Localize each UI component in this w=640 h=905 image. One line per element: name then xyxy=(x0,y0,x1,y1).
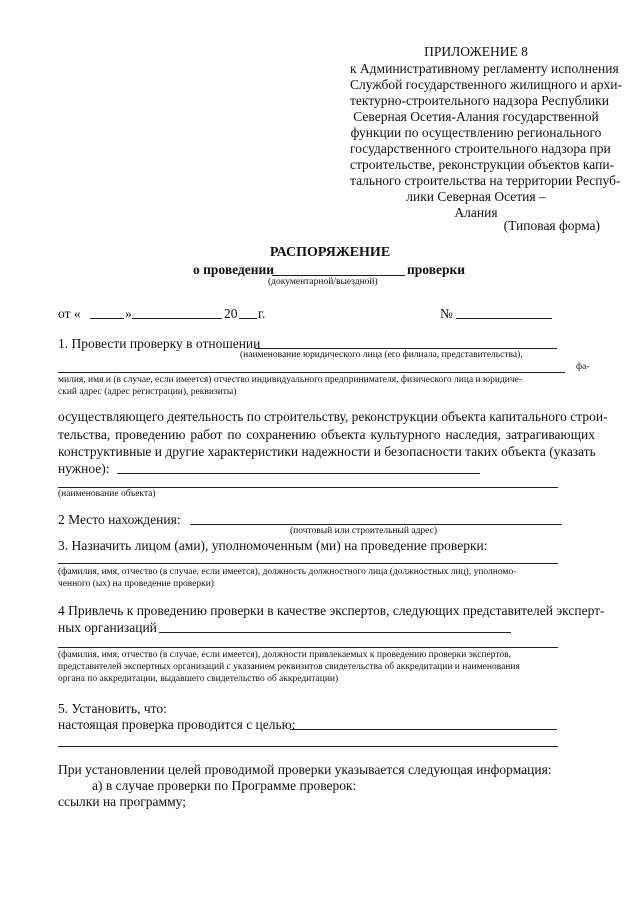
section3-caption: ченного (ых) на проведение проверки) xyxy=(58,579,214,589)
section5-text: настоящая проверка проводится с целью: xyxy=(58,717,296,732)
goals-text: а) в случае проверки по Программе проверок: xyxy=(92,778,357,793)
date-year-suffix: г. xyxy=(258,306,266,321)
experts-field xyxy=(159,632,511,633)
goals-text: ссылки на программу; xyxy=(58,794,186,809)
section5-text: 5. Установить, что: xyxy=(58,701,167,716)
appendix-line: Алания xyxy=(454,205,498,220)
section1-fa: фа- xyxy=(576,362,590,372)
section4-caption: представителей экспертных организаций с указанием реквизитов свидетельства об аккредитации и наименования xyxy=(58,662,520,672)
date-year-prefix: 20 xyxy=(224,306,238,321)
date-year-field xyxy=(239,318,257,319)
appendix-line: к Административному регламенту исполнения xyxy=(350,61,619,76)
address-field xyxy=(190,524,562,525)
section1-caption: (наименование юридического лица (его филиала, представительства), xyxy=(240,350,523,360)
section1-paragraph-line: тельства, проведению работ по сохранению объекта культурного наследия, затрагивающих xyxy=(58,427,595,442)
goals-text: При установлении целей проводимой проверки указывается следующая информация: xyxy=(58,762,552,777)
appendix-line: государственного строительного надзора при xyxy=(350,141,611,156)
document-title: РАСПОРЯЖЕНИЕ xyxy=(269,245,391,260)
heading-suffix: проверки xyxy=(407,262,466,277)
appendix-line: функции по осуществлению регионального xyxy=(350,125,602,140)
section1-text: 1. Провести проверку в отношении xyxy=(58,336,261,351)
object-name-field xyxy=(117,473,480,474)
check-type-caption: (документарной/выездной) xyxy=(268,277,378,287)
section3-text: 3. Назначить лицом (ами), уполномоченным (ми) на проведение проверки: xyxy=(58,538,488,553)
section1-caption: ский адрес (адрес регистрации), реквизиты) xyxy=(58,387,237,397)
appendix-title: ПРИЛОЖЕНИЕ 8 xyxy=(424,44,528,59)
appendix-line: лики Северная Осетия – xyxy=(406,189,546,204)
section4-text: ных организаций xyxy=(58,620,157,635)
purpose-field-2 xyxy=(58,746,558,747)
heading-prefix: о проведении xyxy=(193,262,275,277)
section2-text: 2 Место нахождения: xyxy=(58,512,181,527)
appendix-line: тектурно-строительного надзора Республики xyxy=(350,93,609,108)
appendix-line: строительстве, реконструкции объектов капи- xyxy=(350,157,615,172)
inspected-entity-field xyxy=(255,348,557,349)
date-quote: » xyxy=(125,306,132,321)
section1-paragraph-line: конструктивные и другие характеристики надежности и безопасности таких объекта (указать xyxy=(58,444,596,459)
section4-caption: органа по аккредитации, выдавшего свидетельство об аккредитации) xyxy=(58,674,339,684)
date-from-label: от « xyxy=(58,306,81,321)
object-name-field-2 xyxy=(58,487,558,488)
order-number-field xyxy=(456,318,552,319)
number-sign: № xyxy=(440,306,453,321)
inspected-entity-field-2 xyxy=(58,372,565,373)
check-type-field xyxy=(272,275,405,276)
section4-caption: (фамилия, имя, отчество (в случае, если имеется), должности привлекаемых к проведению проверки экспертов, xyxy=(58,650,511,660)
object-name-caption: (наименование объекта) xyxy=(58,489,156,499)
section1-caption: милия, имя и (в случае, если имеется) отчество индивидуального предпринимателя, физического лица и юридиче- xyxy=(58,375,522,385)
form-type-label: (Типовая форма) xyxy=(503,218,600,233)
section4-text: 4 Привлечь к проведению проверки в качестве экспертов, следующих представителей эксперт- xyxy=(58,603,605,618)
authorized-persons-field xyxy=(58,563,558,564)
section1-paragraph-line: осуществляющего деятельность по строительству, реконструкции объекта капитального строи- xyxy=(58,409,608,424)
section3-caption: (фамилия, имя, отчество (в случае, если имеется), должность должностного лица (должностных лиц), уполномо- xyxy=(58,567,517,577)
appendix-line: Северная Осетия-Алания государственной xyxy=(353,109,599,124)
date-month-field xyxy=(132,318,222,319)
experts-field-2 xyxy=(58,647,558,648)
date-day-field xyxy=(90,318,124,319)
address-caption: (почтовый или строительный адрес) xyxy=(290,526,437,536)
appendix-line: Службой государственного жилищного и архи- xyxy=(350,77,623,92)
appendix-line: тального строительства на территории Респуб- xyxy=(350,173,621,188)
purpose-field xyxy=(290,729,557,730)
section1-needed: нужное): xyxy=(58,461,110,476)
